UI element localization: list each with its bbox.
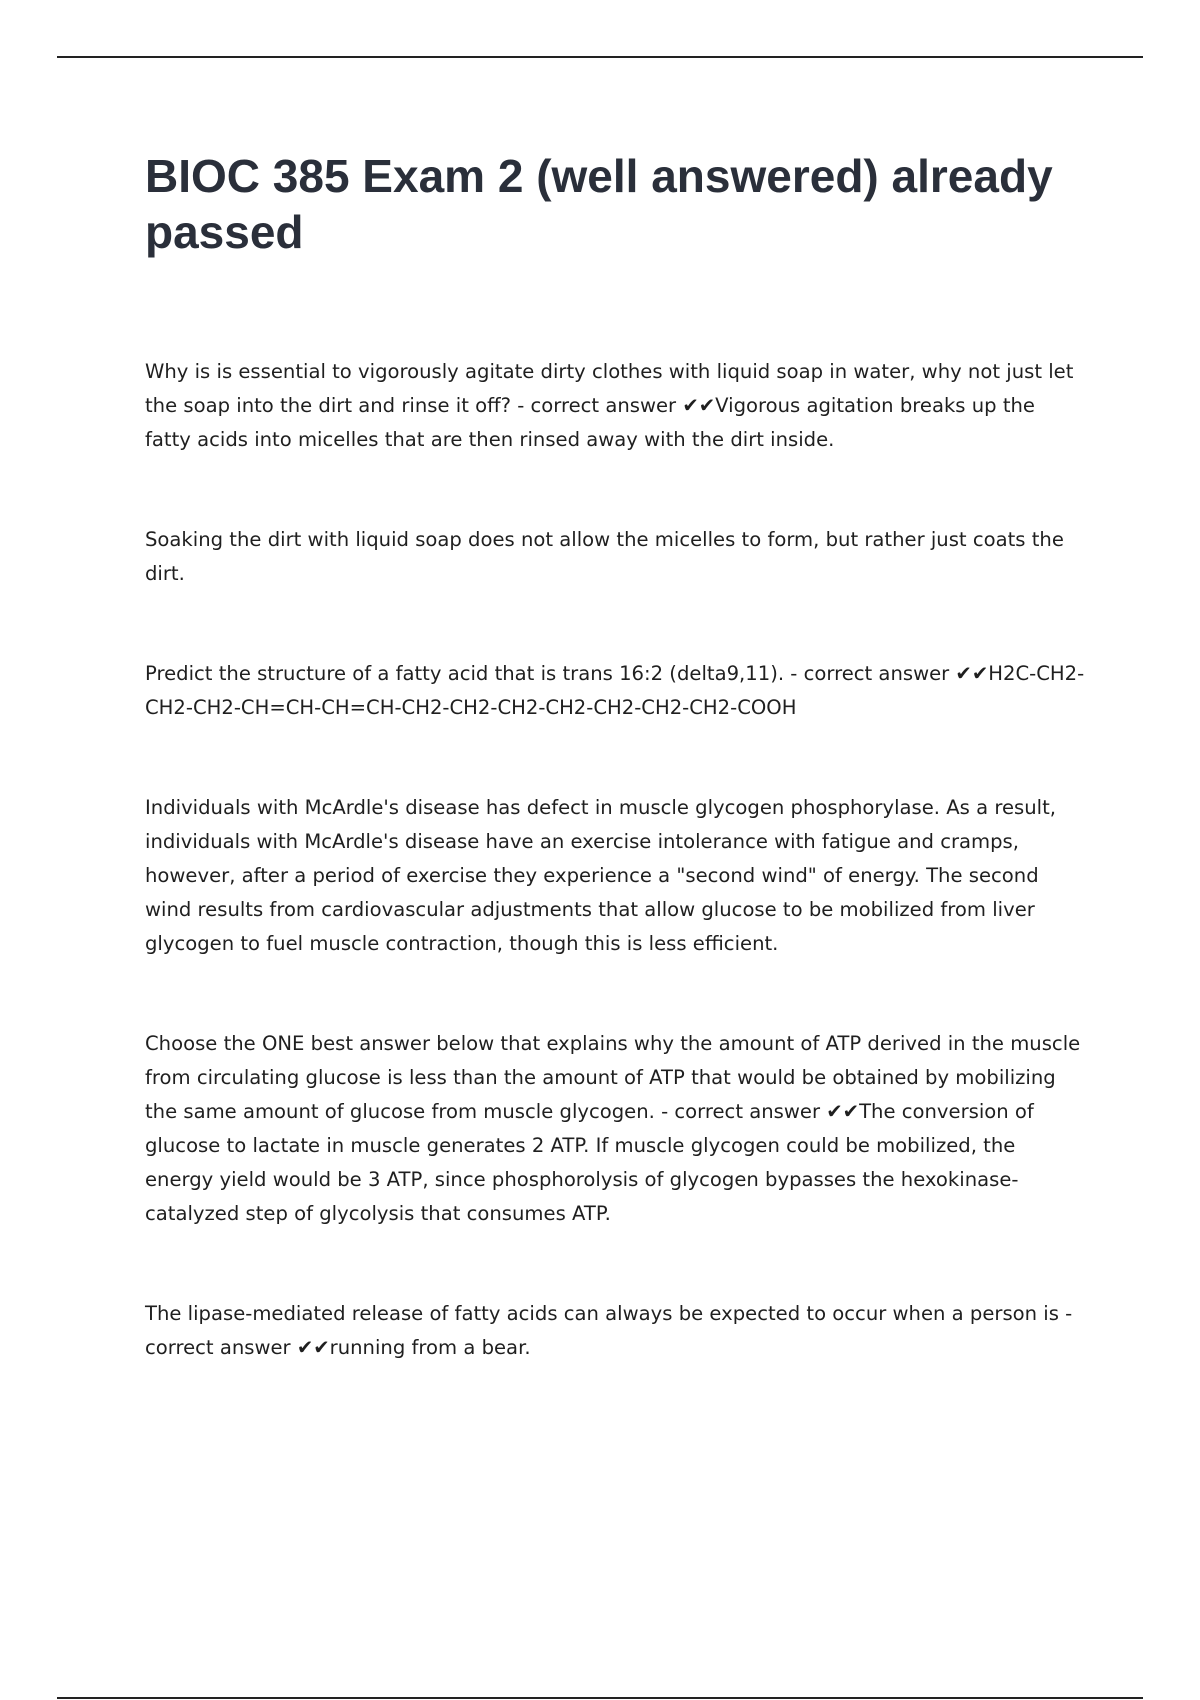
paragraph-mcardle-disease: Individuals with McArdle's disease has defect in muscle glycogen phosphorylase. As a result, individuals with McArdle's disease have an exercise intolerance with fatigue and cramps, however, after a period of exercise they experience a "second wind" of energy. The second wind results from cardiovascular adjustments that allow glucose to be mobilized from liver glycogen to fuel muscle contraction, though this is less efficient. [145, 796, 1056, 955]
bottom-divider [57, 1697, 1143, 1699]
paragraph-lipase-release: The lipase-mediated release of fatty acids can always be expected to occur when a person is - correct answer ✔✔running from a bear. [145, 1302, 1073, 1359]
document-body [145, 355, 1085, 1365]
paragraph-atp-glycogen: Choose the ONE best answer below that explains why the amount of ATP derived in the muscle from circulating glucose is less than the amount of ATP that would be obtained by mobilizing the same amount of glucose from muscle glycogen. - correct answer ✔✔The conversion of glucose to lactate in muscle generates 2 ATP. If muscle glycogen could be mobilized, the energy yield would be 3 ATP, since phosphorolysis of glycogen bypasses the hexokinase-catalyzed step of glycolysis that consumes ATP. [145, 1032, 1081, 1225]
paragraph-soaking-note: Soaking the dirt with liquid soap does not allow the micelles to form, but rather just coats the dirt. [145, 528, 1064, 585]
paragraph-agitation-question: Why is is essential to vigorously agitate dirty clothes with liquid soap in water, why not just let the soap into the dirt and rinse it off? - correct answer ✔✔Vigorous agitation breaks up the fatty acids into micelles that are then rinsed away with the dirt inside. [145, 360, 1074, 451]
paragraph-fatty-acid-structure: Predict the structure of a fatty acid that is trans 16:2 (delta9,11). - correct answer ✔✔H2C-CH2-CH2-CH2-CH=CH-CH=CH-CH2-CH2-CH2-CH2-CH2-CH2-CH2-COOH [145, 662, 1085, 719]
top-divider [57, 56, 1143, 58]
document-title: BIOC 385 Exam 2 (well answered) already passed [145, 150, 1053, 258]
